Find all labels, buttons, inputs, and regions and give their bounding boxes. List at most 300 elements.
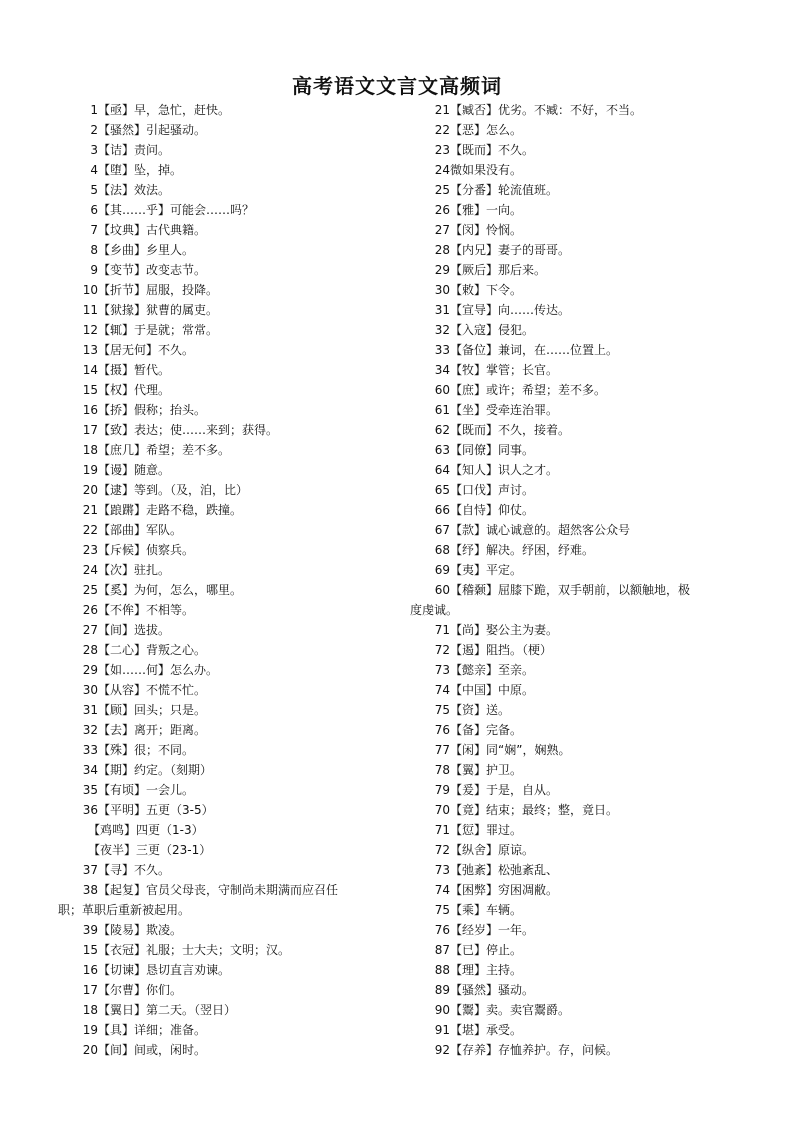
entry-definition: 不久。: [498, 143, 535, 157]
vocab-entry: [410, 540, 740, 560]
entry-definition: 诚心诚意的。超然客公众号: [486, 523, 631, 537]
entry-term: 【乘】: [450, 903, 487, 917]
vocab-entry: [58, 700, 393, 720]
vocab-entry: [410, 380, 740, 400]
vocab-entry: [410, 780, 740, 800]
entry-term: 【致】: [98, 423, 135, 437]
entry-definition: 引起骚动。: [146, 123, 207, 137]
vocab-entry: [410, 400, 740, 420]
vocab-entry: [58, 960, 393, 980]
entry-term: 【竟】: [450, 803, 487, 817]
entry-definition: 声讨。: [498, 483, 535, 497]
entry-definition: 平定。: [486, 563, 523, 577]
vocab-entry: [58, 740, 393, 760]
vocab-entry: [410, 680, 740, 700]
entry-number: 28: [434, 243, 450, 257]
entry-number: 20: [82, 1043, 98, 1057]
entry-definition: 穷困凋敝。: [498, 883, 559, 897]
entry-term: 【坐】: [450, 403, 487, 417]
vocab-entry: [410, 200, 740, 220]
vocab-entry: [58, 940, 393, 960]
entry-definition: 如果没有。: [462, 163, 523, 177]
vocab-entry: [58, 620, 393, 640]
entry-number: 37: [82, 863, 98, 877]
entry-definition: 可能会……吗？: [170, 203, 255, 217]
entry-number: 25: [82, 583, 98, 597]
entry-term: 【顾】: [98, 703, 135, 717]
entry-term: 【纾】: [450, 543, 487, 557]
entry-number: 21: [434, 103, 450, 117]
entry-term: 【庶】: [450, 383, 487, 397]
entry-term: 【困弊】: [450, 883, 499, 897]
entry-number: 4: [90, 163, 98, 177]
entry-definition: 屈服，投降。: [146, 283, 219, 297]
entry-term: 【切谏】: [98, 963, 147, 977]
entry-definition: 选拔。: [134, 623, 171, 637]
entry-definition: 离开；距离。: [134, 723, 207, 737]
entry-definition: 第二天。（翌日）: [146, 1003, 237, 1017]
entry-term: 【备】: [450, 723, 487, 737]
entry-number: 24: [434, 163, 450, 177]
entry-number: 30: [434, 283, 450, 297]
entry-definition: 军队。: [146, 523, 183, 537]
entry-term: 【厥后】: [450, 263, 499, 277]
vocab-entry: [58, 980, 393, 1000]
entry-term: 【经岁】: [450, 923, 499, 937]
entry-number: 23: [434, 143, 450, 157]
entry-definition: 主持。: [486, 963, 523, 977]
entry-number: 62: [434, 423, 450, 437]
entry-term: 【知人】: [450, 463, 499, 477]
entry-term: 【平明】: [98, 803, 147, 817]
entry-number: 20: [82, 483, 98, 497]
entry-definition: 改变志节。: [146, 263, 207, 277]
vocab-entry: [410, 560, 740, 580]
entry-definition: 效法。: [134, 183, 171, 197]
entry-number: 74: [434, 683, 450, 697]
entry-number: 77: [434, 743, 450, 757]
entry-term: 【夷】: [450, 563, 487, 577]
entry-term: 【间】: [98, 1043, 135, 1057]
entry-definition: 轮流值班。: [498, 183, 559, 197]
entry-term: 【既而】: [450, 143, 499, 157]
entry-definition: 乡里人。: [146, 243, 195, 257]
vocab-entry: [58, 100, 393, 120]
vocab-entry: [410, 800, 740, 820]
vocab-entry: [58, 860, 393, 880]
entry-number: 75: [434, 903, 450, 917]
vocab-entry: [410, 620, 740, 640]
vocab-entry: [410, 300, 740, 320]
entry-term: 【分番】: [450, 183, 499, 197]
vocab-entry: [410, 240, 740, 260]
entry-definition: 向……传达。: [498, 303, 571, 317]
entry-definition: 欺凌。: [146, 923, 183, 937]
vocab-entry: [410, 480, 740, 500]
entry-definition: 五更（3-5）: [146, 803, 214, 817]
entry-number: 31: [434, 303, 450, 317]
entry-term: 【诘】: [98, 143, 135, 157]
entry-definition: 一向。: [486, 203, 523, 217]
entry-number: 19: [82, 463, 98, 477]
entry-definition: 古代典籍。: [146, 223, 207, 237]
entry-number: 66: [434, 503, 450, 517]
vocab-entry: [58, 340, 393, 360]
entry-definition: 早，急忙，赶快。: [134, 103, 231, 117]
entry-number: 29: [82, 663, 98, 677]
entry-definition: 表达；使……来到；获得。: [134, 423, 279, 437]
vocab-entry: [58, 600, 393, 620]
entry-number: 76: [434, 723, 450, 737]
entry-number: 91: [434, 1023, 450, 1037]
entry-number: 33: [82, 743, 98, 757]
entry-term: 【殊】: [98, 743, 135, 757]
entry-definition: 松弛紊乱、: [498, 863, 559, 877]
entry-term: 【堪】: [450, 1023, 487, 1037]
entry-term: 【堕】: [98, 163, 135, 177]
vocab-entry: [410, 740, 740, 760]
entry-term: 【入寇】: [450, 323, 499, 337]
entry-term: 【宣导】: [450, 303, 499, 317]
entry-definition: 不相等。: [146, 603, 195, 617]
entry-number: 27: [82, 623, 98, 637]
vocab-entry: [58, 580, 393, 600]
entry-definition: 掌管；长官。: [486, 363, 559, 377]
vocab-entry: [58, 1020, 393, 1040]
entry-term: 【如……何】: [98, 663, 171, 677]
entry-definition: 间或，闲时。: [134, 1043, 207, 1057]
vocab-entry: [58, 160, 393, 180]
entry-number: 63: [434, 443, 450, 457]
entry-definition: 不久。: [158, 343, 195, 357]
vocab-entry: [410, 260, 740, 280]
entry-term: 【尔曹】: [98, 983, 147, 997]
entry-definition: 受牵连治罪。: [486, 403, 559, 417]
vocab-entry: [58, 460, 393, 480]
vocab-entry: [58, 540, 393, 560]
entry-number: 17: [82, 983, 98, 997]
entry-definition: 一会儿。: [146, 783, 195, 797]
entry-term: 【部曲】: [98, 523, 147, 537]
entry-definition: 停止。: [486, 943, 523, 957]
entry-term: 【自恃】: [450, 503, 499, 517]
entry-term: 【去】: [98, 723, 135, 737]
entry-definition: 怜悯。: [486, 223, 523, 237]
entry-number: 61: [434, 403, 450, 417]
vocab-entry: [410, 440, 740, 460]
entry-definition: 同事。: [498, 443, 535, 457]
entry-definition: 罪过。: [486, 823, 523, 837]
entry-definition: 职；革职后重新被起用。: [58, 903, 191, 917]
entry-number: 67: [434, 523, 450, 537]
entry-definition: 不久，接着。: [498, 423, 571, 437]
vocab-entry: [58, 640, 393, 660]
entry-number: 74: [434, 883, 450, 897]
entry-number: 72: [434, 643, 450, 657]
entry-definition: 解决。纾困，纾难。: [486, 543, 595, 557]
entry-term: 【间】: [98, 623, 135, 637]
entry-definition: 识人之才。: [498, 463, 559, 477]
entry-definition: 狱曹的属吏。: [146, 303, 219, 317]
entry-number: 23: [82, 543, 98, 557]
entry-term: 【鸡鸣】: [88, 823, 137, 837]
entry-number: 88: [434, 963, 450, 977]
entry-number: 13: [82, 343, 98, 357]
entry-term: 【同僚】: [450, 443, 499, 457]
entry-term: 【折节】: [98, 283, 147, 297]
entry-number: 18: [82, 443, 98, 457]
right-column: [410, 100, 740, 1060]
entry-term: 【愆】: [450, 823, 487, 837]
entry-number: 6: [90, 203, 98, 217]
entry-definition: 娶公主为妻。: [486, 623, 559, 637]
entry-definition: 妻子的哥哥。: [498, 243, 571, 257]
entry-definition: 怎么。: [486, 123, 523, 137]
vocab-entry: [410, 900, 740, 920]
vocab-entry: [58, 280, 393, 300]
entry-number: 24: [82, 563, 98, 577]
entry-term: 【牧】: [450, 363, 487, 377]
entry-term: 【次】: [98, 563, 135, 577]
entry-definition: 卖。卖官鬻爵。: [486, 1003, 571, 1017]
entry-number: 70: [434, 803, 450, 817]
entry-term: 【从容】: [98, 683, 147, 697]
entry-number: 22: [434, 123, 450, 137]
entry-number: 9: [90, 263, 98, 277]
entry-term: 【翼】: [450, 763, 487, 777]
entry-definition: 原谅。: [498, 843, 535, 857]
entry-definition: 侵犯。: [498, 323, 535, 337]
entry-term: 【起复】: [98, 883, 147, 897]
entry-definition: 不慌不忙。: [146, 683, 207, 697]
vocab-entry: [58, 140, 393, 160]
vocab-entry: [410, 600, 740, 620]
entry-term: 【踉蹡】: [98, 503, 147, 517]
vocab-entry: [58, 480, 393, 500]
entry-definition: 或许；希望；差不多。: [486, 383, 607, 397]
vocab-entry: [58, 760, 393, 780]
entry-term: 【存养】: [450, 1043, 499, 1057]
entry-definition: 度虔诚。: [410, 603, 459, 617]
vocab-entry: [58, 900, 393, 920]
vocab-entry: [410, 340, 740, 360]
entry-number: 11: [82, 303, 98, 317]
vocab-entry: [410, 660, 740, 680]
vocab-entry: [58, 440, 393, 460]
vocab-entry: [58, 200, 393, 220]
entry-number: 19: [82, 1023, 98, 1037]
entry-definition: 为何，怎么，哪里。: [134, 583, 243, 597]
entry-definition: 回头；只是。: [134, 703, 207, 717]
entry-number: 71: [434, 623, 450, 637]
vocab-entry: [410, 820, 740, 840]
vocab-entry: [58, 360, 393, 380]
entry-number: 78: [434, 763, 450, 777]
entry-term: 【已】: [450, 943, 487, 957]
vocab-entry: [410, 160, 740, 180]
vocab-entry: [410, 860, 740, 880]
vocab-entry: [410, 120, 740, 140]
entry-term: 【不侔】: [98, 603, 147, 617]
entry-number: 29: [434, 263, 450, 277]
entry-definition: 暂代。: [134, 363, 171, 377]
entry-definition: 礼服；士大夫；文明；汉。: [146, 943, 291, 957]
entry-number: 33: [434, 343, 450, 357]
entry-definition: 很；不同。: [134, 743, 195, 757]
entry-term: 【爰】: [450, 783, 487, 797]
entry-number: 15: [82, 383, 98, 397]
vocab-entry: [410, 840, 740, 860]
vocab-entry: [410, 360, 740, 380]
entry-number: 30: [82, 683, 98, 697]
entry-number: 89: [434, 983, 450, 997]
entry-term: 【款】: [450, 523, 487, 537]
entry-term: 【骚然】: [450, 983, 499, 997]
entry-number: 34: [82, 763, 98, 777]
entry-definition: 你们。: [146, 983, 183, 997]
entry-term: 【期】: [98, 763, 135, 777]
entry-definition: 希望；差不多。: [146, 443, 231, 457]
entry-definition: 怎么办。: [170, 663, 219, 677]
entry-definition: 不久。: [134, 863, 171, 877]
entry-term: 【纵舍】: [450, 843, 499, 857]
vocab-entry: [58, 840, 393, 860]
vocab-entry: [410, 100, 740, 120]
vocab-entry: [58, 720, 393, 740]
vocab-entry: [58, 240, 393, 260]
entry-definition: 骚动。: [498, 983, 535, 997]
entry-definition: 责问。: [134, 143, 171, 157]
entry-term: 【逮】: [98, 483, 135, 497]
entry-number: 65: [434, 483, 450, 497]
entry-number: 92: [434, 1043, 450, 1057]
vocab-entry: [58, 420, 393, 440]
vocab-entry: [58, 400, 393, 420]
entry-definition: 下令。: [486, 283, 523, 297]
entry-term: 【恶】: [450, 123, 487, 137]
entry-number: 35: [82, 783, 98, 797]
entry-number: 71: [434, 823, 450, 837]
entry-number: 32: [434, 323, 450, 337]
vocab-entry: [58, 1040, 393, 1060]
entry-definition: 兼词，在……位置上。: [498, 343, 619, 357]
vocab-entry: [58, 220, 393, 240]
vocab-entry: [410, 920, 740, 940]
entry-number: 39: [82, 923, 98, 937]
entry-number: 26: [434, 203, 450, 217]
entry-number: 79: [434, 783, 450, 797]
vocab-entry: [410, 320, 740, 340]
vocab-entry: [58, 380, 393, 400]
entry-definition: 车辆。: [486, 903, 523, 917]
entry-definition: 于是，自从。: [486, 783, 559, 797]
entry-term: 【变节】: [98, 263, 147, 277]
entry-term: 【遏】: [450, 643, 487, 657]
entry-number: 21: [82, 503, 98, 517]
vocab-entry: [58, 820, 393, 840]
entry-definition: 完备。: [486, 723, 523, 737]
entry-number: 7: [90, 223, 98, 237]
entry-number: 76: [434, 923, 450, 937]
entry-number: 3: [90, 143, 98, 157]
vocab-entry: [58, 920, 393, 940]
entry-definition: 约定。（刻期）: [134, 763, 213, 777]
vocab-entry: [58, 320, 393, 340]
entry-number: 87: [434, 943, 450, 957]
entry-term: 【有顷】: [98, 783, 147, 797]
entry-term: 【尚】: [450, 623, 487, 637]
entry-number: 17: [82, 423, 98, 437]
vocab-entry: [410, 140, 740, 160]
entry-term: 【鬻】: [450, 1003, 487, 1017]
entry-number: 90: [434, 1003, 450, 1017]
entry-term: 【陵易】: [98, 923, 147, 937]
entry-term: 【庶几】: [98, 443, 147, 457]
vocab-entry: [410, 720, 740, 740]
entry-number: 69: [434, 563, 450, 577]
entry-number: 2: [90, 123, 98, 137]
entry-term: 【坟典】: [98, 223, 147, 237]
entry-number: 27: [434, 223, 450, 237]
entry-number: 75: [434, 703, 450, 717]
entry-number: 32: [82, 723, 98, 737]
entry-number: 38: [82, 883, 98, 897]
entry-definition: 坠，掉。: [134, 163, 183, 177]
entry-term: 【衣冠】: [98, 943, 147, 957]
entry-definition: 驻扎。: [134, 563, 171, 577]
vocab-entry: [410, 1000, 740, 1020]
vocab-entry: [58, 500, 393, 520]
vocab-entry: [410, 980, 740, 1000]
entry-definition: 详细；准备。: [134, 1023, 207, 1037]
entry-number: 12: [82, 323, 98, 337]
entry-number: 18: [82, 1003, 98, 1017]
vocab-entry: [58, 520, 393, 540]
entry-term: 【奚】: [98, 583, 135, 597]
entry-term: 【挢】: [98, 403, 135, 417]
entry-definition: 送。: [486, 703, 511, 717]
entry-definition: 侦察兵。: [146, 543, 195, 557]
vocab-entry: [410, 700, 740, 720]
entry-definition: 等到。（及，洎，比）: [134, 483, 249, 497]
entry-number: 68: [434, 543, 450, 557]
entry-number: 60: [434, 583, 450, 597]
entry-term: 【谩】: [98, 463, 135, 477]
entry-definition: 同“娴”，娴熟。: [486, 743, 571, 757]
entry-term: 【权】: [98, 383, 135, 397]
entry-number: 73: [434, 663, 450, 677]
vocab-entry: [58, 120, 393, 140]
entry-term: 【其……乎】: [98, 203, 171, 217]
entry-term: 【口伐】: [450, 483, 499, 497]
entry-term: 【法】: [98, 183, 135, 197]
entry-definition: 那后来。: [498, 263, 547, 277]
vocab-entry: [410, 960, 740, 980]
entry-definition: 四更（1-3）: [136, 823, 204, 837]
entry-number: 26: [82, 603, 98, 617]
entry-number: 72: [434, 843, 450, 857]
left-column: [58, 100, 393, 1060]
entry-term: 【雅】: [450, 203, 487, 217]
entry-definition: 结束；最终；整，竟日。: [486, 803, 619, 817]
entry-term: 【狱掾】: [98, 303, 147, 317]
vocab-entry: [410, 760, 740, 780]
entry-definition: 走路不稳，跌撞。: [146, 503, 243, 517]
vocab-entry: [58, 800, 393, 820]
entry-definition: 屈膝下跪，双手朝前，以额触地，极: [498, 583, 691, 597]
entry-term: 【理】: [450, 963, 487, 977]
document-title: 高考语文文言文高频词: [292, 74, 502, 98]
